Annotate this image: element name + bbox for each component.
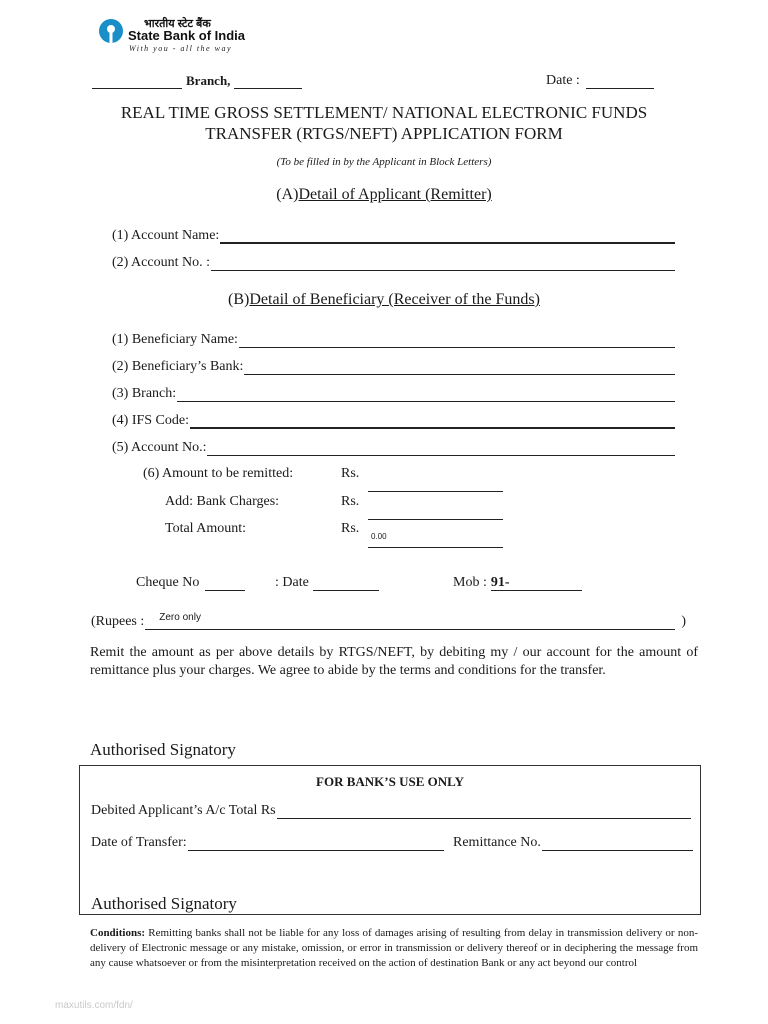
section-b-heading: [0, 291, 768, 309]
date-field[interactable]: [586, 75, 654, 89]
logo-bank-name: State Bank of India: [128, 28, 246, 43]
form-title-line2: TRANSFER (RTGS/NEFT) APPLICATION FORM: [205, 124, 563, 143]
account-name-input[interactable]: [220, 228, 675, 244]
total-amount-value: 0.00: [371, 532, 387, 541]
total-amount-input[interactable]: [368, 546, 503, 548]
sbi-logo: [98, 16, 258, 56]
date-transfer-field[interactable]: [188, 836, 444, 851]
logo-hindi-name: भारतीय स्टेट बैंक: [144, 18, 211, 30]
branch-row: [92, 73, 302, 89]
authorised-signatory: Authorised Signatory: [90, 740, 236, 759]
date-row: [546, 73, 654, 89]
form-title-line1: REAL TIME GROSS SETTLEMENT/ NATIONAL ELECTRONIC FUNDS: [120, 103, 648, 122]
beneficiary-name-input[interactable]: [239, 333, 675, 348]
account-no-input[interactable]: [211, 256, 675, 271]
field-ifs-code: [112, 413, 675, 429]
field-label: (1) Account Name:: [112, 228, 220, 243]
bank-authorised-signatory: Authorised Signatory: [91, 894, 237, 913]
cheque-row: [136, 575, 245, 591]
branch-prefix-field[interactable]: [92, 75, 182, 89]
field-label: (3) Branch:: [112, 386, 177, 401]
field-beneficiary-account-no: [112, 440, 675, 456]
branch-label: Branch,: [186, 73, 231, 88]
field-beneficiary-bank: [112, 359, 675, 375]
footer-source: maxutils.com/fdn/: [55, 1000, 133, 1011]
amount-remitted-label: (6) Amount to be remitted:: [143, 466, 294, 481]
branch-field[interactable]: [234, 75, 302, 89]
logo-tagline: With you - all the way: [129, 44, 232, 53]
debited-label: Debited Applicant’s A/c Total Rs: [91, 803, 276, 818]
rupees-row: [91, 614, 686, 630]
mob-row: [453, 575, 582, 591]
date-label: Date :: [546, 73, 580, 88]
ifs-code-input[interactable]: [190, 413, 675, 429]
field-label: (2) Account No. :: [112, 255, 210, 270]
bank-charges-input[interactable]: [368, 518, 503, 520]
declaration-text: Remit the amount as per above details by RTGS/NEFT, by debiting my / our account for the amount of remittance plus your charges. We agree to abide by the terms and conditions for the transfer.: [90, 645, 698, 678]
conditions-text: [90, 926, 698, 971]
mob-prefix: 91-: [490, 575, 510, 590]
amount-remitted-currency: Rs.: [341, 466, 360, 481]
field-label: (5) Account No.:: [112, 440, 207, 455]
field-label: (1) Beneficiary Name:: [112, 332, 238, 347]
section-a-title: Detail of Applicant (Remitter): [298, 186, 492, 203]
mob-field[interactable]: [491, 575, 582, 591]
total-amount-label: Total Amount:: [165, 521, 247, 536]
cheque-date-label: : Date: [275, 575, 309, 590]
cheque-no-field[interactable]: [205, 577, 245, 591]
mob-label: Mob :: [453, 575, 487, 590]
amount-remitted-input[interactable]: [368, 490, 503, 492]
rupees-value: Zero only: [159, 612, 201, 623]
field-label: (4) IFS Code:: [112, 413, 189, 428]
form-instruction: (To be filled in by the Applicant in Block Letters): [276, 156, 492, 168]
beneficiary-account-no-input[interactable]: [207, 441, 675, 456]
rupees-field[interactable]: [145, 614, 675, 630]
field-account-name: [112, 228, 675, 244]
total-amount-currency: Rs.: [341, 521, 360, 536]
cheque-date-row: [275, 575, 379, 591]
conditions-body: Remitting banks shall not be liable for any loss of damages arising of resulting from delay in transmission delivery or non-delivery of Electronic message or any mistake, omission, or error in transmission or delivery thereof or in deciphering the message from any cause whatsoever or from the misinterpretation received on the action of destination Bank or any act beyond our control: [90, 927, 698, 969]
section-b-title: Detail of Beneficiary (Receiver of the Funds): [249, 291, 540, 308]
date-transfer-row: [91, 835, 444, 851]
conditions-label: Conditions:: [90, 927, 146, 939]
beneficiary-bank-input[interactable]: [244, 360, 675, 375]
rupees-label: (Rupees :: [91, 614, 145, 629]
field-label: (2) Beneficiary’s Bank:: [112, 359, 244, 374]
bank-use-title: FOR BANK’S USE ONLY: [316, 774, 464, 789]
field-branch: [112, 386, 675, 402]
debited-total-field[interactable]: [277, 804, 691, 819]
remittance-no-field[interactable]: [542, 836, 693, 851]
date-transfer-label: Date of Transfer:: [91, 835, 187, 850]
remittance-row: [453, 835, 693, 851]
section-b-prefix: (B): [228, 291, 250, 308]
bank-charges-currency: Rs.: [341, 494, 360, 509]
sbi-logo-icon: [98, 18, 124, 44]
field-beneficiary-name: [112, 332, 675, 348]
remittance-label: Remittance No.: [453, 835, 541, 850]
section-a-heading: [0, 186, 768, 204]
rupees-close: ): [681, 614, 686, 629]
bank-charges-label: Add: Bank Charges:: [165, 494, 280, 509]
section-a-prefix: (A): [276, 186, 299, 203]
field-account-no: [112, 255, 675, 271]
debited-row: [91, 803, 691, 819]
cheque-date-field[interactable]: [313, 577, 379, 591]
beneficiary-branch-input[interactable]: [177, 387, 675, 402]
cheque-label: Cheque No: [136, 575, 200, 590]
bank-use-box: [79, 765, 701, 915]
